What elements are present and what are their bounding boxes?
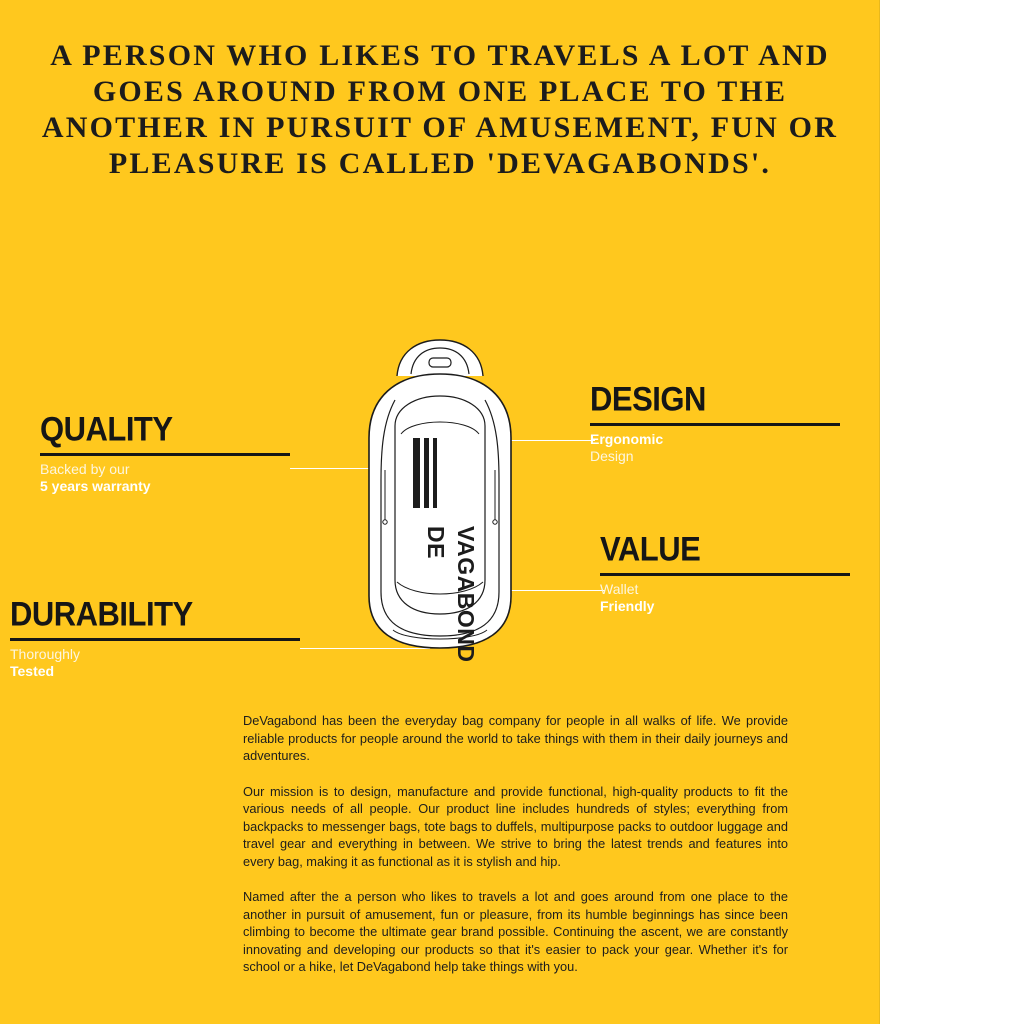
feature-underline-value — [600, 573, 850, 576]
feature-subtext-design-bold: Ergonomic — [590, 431, 664, 447]
about-copy — [243, 712, 788, 976]
svg-text:DE: DE — [423, 526, 449, 559]
feature-title-durability: DURABILITY — [10, 593, 193, 634]
feature-callout-quality — [40, 408, 290, 495]
right-margin-strip — [880, 0, 1024, 1024]
feature-underline-quality — [40, 453, 290, 456]
backpack-illustration — [325, 330, 555, 680]
feature-subtext-quality-light: Backed by our — [40, 461, 130, 477]
feature-subtext-value-bold: Friendly — [600, 598, 655, 614]
feature-subtext-value-light: Wallet — [600, 581, 639, 597]
feature-callout-design — [590, 378, 840, 465]
feature-underline-design — [590, 423, 840, 426]
feature-subtext-durability-bold: Tested — [10, 663, 55, 679]
right-margin-divider — [879, 0, 880, 1024]
feature-title-value: VALUE — [600, 528, 701, 569]
paragraph-2: Our mission is to design, manufacture and provide functional, high-quality products to fit the various needs of all people. Our product line includes hundreds of styles; everything from backpacks to messenger bags, tote bags to duffels, multipurpose packs to outdoor luggage and travel gear and everything in between. We strive to bring the latest trends and features into every bag, making it as functional as it is stylish and hip. — [243, 783, 788, 869]
feature-callout-value — [600, 528, 850, 615]
feature-underline-durability — [10, 638, 300, 641]
feature-title-quality: QUALITY — [40, 408, 173, 449]
feature-title-design: DESIGN — [590, 378, 706, 419]
svg-text:VAGABOND: VAGABOND — [453, 526, 479, 663]
paragraph-1: DeVagabond has been the everyday bag company for people in all walks of life. We provide reliable products for people around the world to take things with them in their daily journeys and adventures. — [243, 713, 788, 763]
product-diagram — [0, 330, 880, 700]
feature-subtext-quality-bold: 5 years warranty — [40, 478, 151, 494]
page-title: A PERSON WHO LIKES TO TRAVELS A LOT AND GOES AROUND FROM ONE PLACE TO THE ANOTHER IN PURSUIT OF AMUSEMENT, FUN OR PLEASURE IS CALLED 'DEVAGABONDS'. — [41, 39, 839, 180]
feature-callout-durability — [10, 593, 300, 680]
feature-subtext-durability-light: Thoroughly — [10, 646, 81, 662]
paragraph-3: Named after the a person who likes to travels a lot and goes around from one place to the another in pursuit of amusement, fun or pleasure, from its humble beginnings has since been climbing to become the ultimate gear brand possible. Continuing the ascent, we are constantly innovating and developing our products so that it's easier to pack your gear. Whether it's for school or a hike, let DeVagabond help take things with you. — [243, 889, 788, 974]
feature-subtext-design-light: Design — [590, 448, 634, 464]
